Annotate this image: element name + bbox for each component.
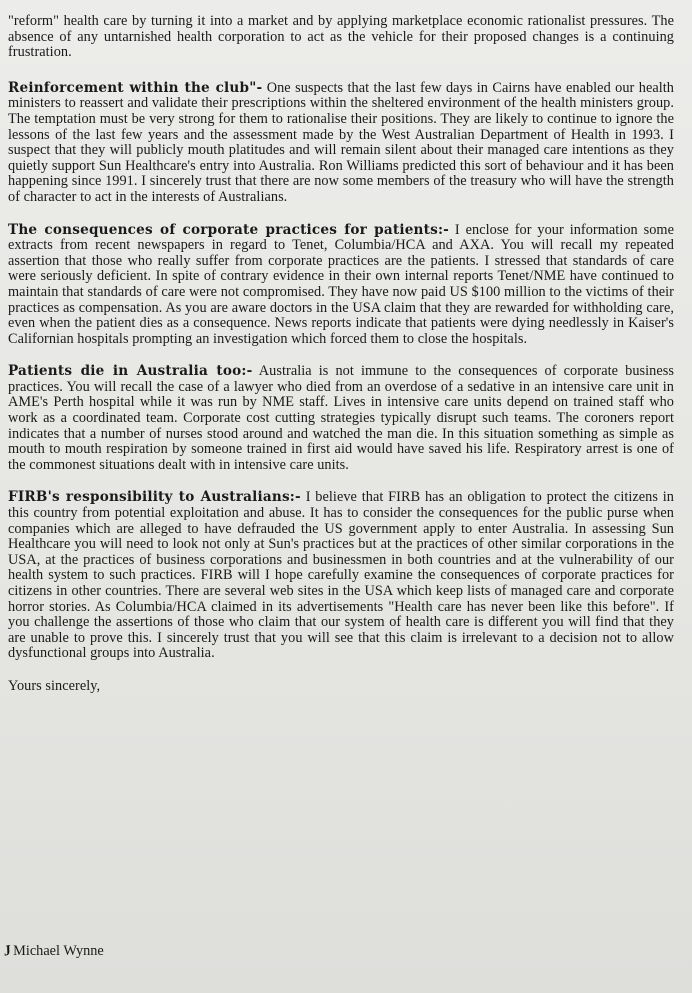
section-reinforcement [8,81,674,206]
section-body: One suspects that the last few days in Cairns have enabled our health ministers to reassert and validate their prescriptions within the sheltered environment of the health ministers group. The temptation must be very strong for them to rationalise their positions. They are likely to continue to ignore the lessons of the last few years and the assessment made by the West Australian Department of Health in 1993. I suspect that they will publicly mouth platitudes and will remain silent about their managed care intentions as they quietly support Sun Healthcare's entry into Australia. Ron Williams predicted this sort of behaviour and it has been happening since 1991. I sincerely trust that there are now some members of the treasury who will have the strength of character to act in the interests of Australians. [8,79,674,205]
section-heading: FIRB's responsibility to Australians:- [8,489,301,506]
section-heading: Reinforcement within the club"- [8,79,263,96]
section-consequences [8,223,674,348]
closing-salutation: Yours sincerely, [8,677,101,694]
section-heading: The consequences of corporate practices for patients:- [8,221,450,238]
section-heading: Patients die in Australia too:- [8,363,253,380]
section-body: Australia is not immune to the consequences of corporate business practices. You will recall the case of a lawyer who died from an overdose of a sedative in an intensive care unit in AME's Perth hospital while it was run by NME staff. Lives in intensive care units depend on trained staff who work as a coordinated team. Corporate cost cutting strategies typically disrupt such teams. The coroners report indicates that a number of nurses stood around and watched the man die. In this situation something as simple as mouth to mouth respiration by someone trained in first aid would have saved his life. Respiratory arrest is one of the commonest situations dealt with in intensive care units. [8,363,674,473]
section-patients-die [8,364,674,473]
section-body: I enclose for your information some extracts from recent newspapers in regard to Tenet, Columbia/HCA and AXA. You will recall my repeated assertion that those who really suffer from corporate practices are the patients. I stressed that standards of care were seriously deficient. In spite of contrary evidence in their own internal reports Tenet/NME have continued to maintain that standards of care were not compromised. They have now paid US $100 million to the victims of their practices as compensation. As you are aware doctors in the USA claim that they are rewarded for withholding care, even when the patient dies as a consequence. News reports indicate that patients were dying needlessly in Kaiser's Californian hospitals prompting an investigation which forced them to close the hospitals. [8,221,675,347]
intro-paragraph: "reform" health care by turning it into a market and by applying marketplace economic rationalist pressures. The absence of any untarnished health corporation to act as the vehicle for their proposed changes is a continuing frustration. [8,13,674,61]
section-firb [8,490,674,662]
signature-mark: J [2,942,13,960]
section-body: I believe that FIRB has an obligation to protect the citizens in this country from potential exploitation and abuse. It has to consider the consequences for the public purse when companies which are alleged to have defrauded the US government apply to enter Australia. In assessing Sun Healthcare you will need to look not only at Sun's practices but at the practices of other similar corporations in the USA, at the practices of business corporations and businessmen in both countries and at the vulnerability of our health system to such practices. FIRB will I hope carefully examine the consequences of corporate practices for citizens in other countries. There are several web sites in the USA which keep lists of managed care and corporate horror stories. As Columbia/HCA claimed in its advertisements "Health care has never been like this before". If you challenge the assertions of those who claim that our system of health care is different you will find that they are unable to prove this. I sincerely trust that you will see that this claim is irrelevant to a decision not to allow dysfunctional groups into Australia. [8,489,675,662]
signature-block [4,943,104,960]
signatory-name: Michael Wynne [13,943,104,959]
